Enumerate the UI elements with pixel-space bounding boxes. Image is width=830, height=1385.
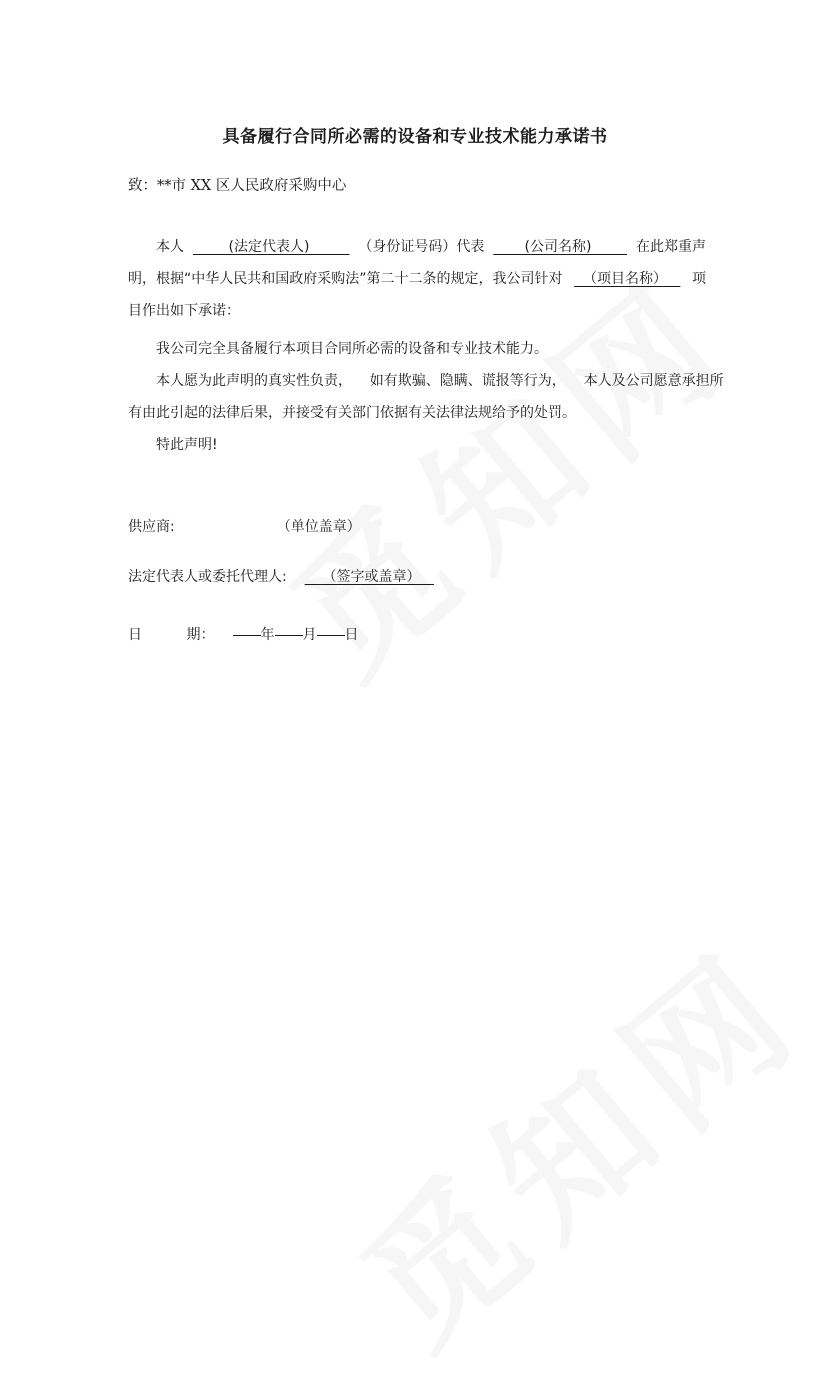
recipient-line: 致：**市 XX 区人民政府采购中心 [128, 178, 347, 194]
year-label: 年 [260, 627, 275, 643]
paragraph-line [128, 231, 706, 263]
supplier-seal: （单位盖章） [276, 519, 361, 535]
representative-label: 法定代表人或委托代理人: [128, 569, 287, 585]
watermark [310, 891, 830, 1384]
text-segment: 明，根据“中华人民共和国政府采购法”第二十二条的规定，我公司针对 [128, 271, 563, 287]
paragraph-line: 有由此引起的法律后果，并接受有关部门依据有关法律法规给予的处罚。 [128, 405, 576, 421]
day-blank [317, 634, 345, 636]
paragraph-line [128, 263, 706, 295]
month-label: 月 [302, 627, 317, 643]
document-title: 具备履行合同所必需的设备和专业技术能力承诺书 [222, 127, 608, 147]
commitment-paragraph-1 [128, 231, 706, 327]
day-label: 日 [344, 627, 359, 643]
legal-rep-blank: (法定代表人) [192, 239, 350, 255]
text-segment: 本人 [156, 239, 184, 255]
supplier-line [128, 516, 361, 536]
date-label: 日 期： [128, 627, 215, 643]
text-segment: （身份证号码）代表 [358, 239, 485, 255]
representative-sign-blank: （签字或盖章） [304, 569, 434, 585]
paragraph-line: 本人愿为此声明的真实性负责， 如有欺骗、隐瞒、谎报等行为， 本人及公司愿意承担所 [156, 373, 724, 389]
commitment-paragraph-2: 我公司完全具备履行本项目合同所必需的设备和专业技术能力。 [156, 341, 548, 357]
text-segment: 在此郑重声 [635, 239, 706, 255]
commitment-paragraph-4: 特此声明! [156, 437, 218, 453]
company-name-blank: (公司名称) [493, 239, 628, 255]
date-line [128, 624, 359, 644]
representative-line [128, 566, 434, 586]
month-blank [275, 634, 303, 636]
project-name-blank: （项目名称） [574, 271, 681, 287]
text-segment: 项 [692, 271, 706, 287]
supplier-label: 供应商: [128, 519, 175, 535]
year-blank [233, 634, 261, 636]
commitment-paragraph-3 [128, 365, 724, 429]
paragraph-line: 目作出如下承诺： [128, 303, 240, 319]
